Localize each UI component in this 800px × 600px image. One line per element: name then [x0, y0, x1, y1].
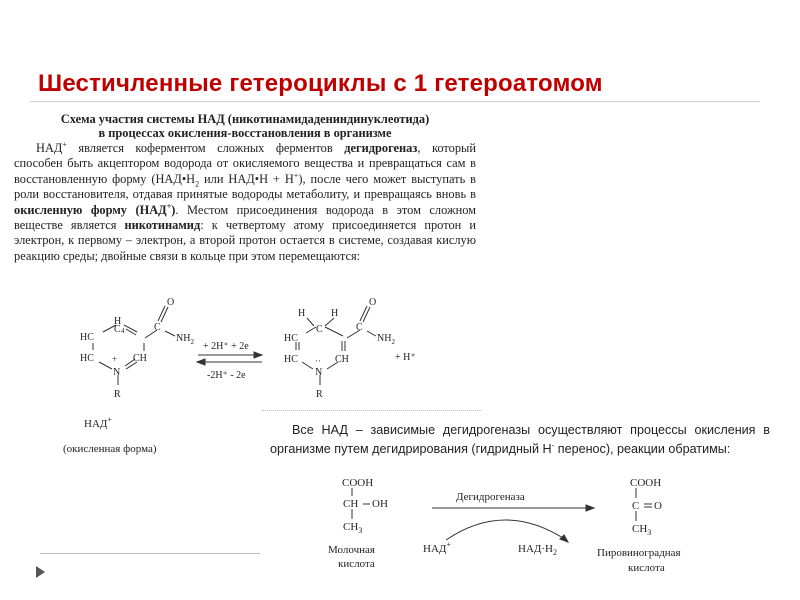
nad-oxidized-structure	[93, 306, 175, 385]
nad-hc-upper: HC	[80, 332, 94, 343]
plus-proton: + H⁺	[395, 352, 416, 363]
nad-o: O	[167, 297, 175, 308]
nad-c4-h: H	[114, 316, 122, 327]
nad-c-amide: C	[154, 322, 161, 333]
nadh-ch-right: CH	[335, 354, 349, 365]
cofactor-in-text: НАД	[423, 543, 447, 555]
enzyme-label: Дегидрогеназа	[456, 491, 525, 503]
nad-caption-form: (окисленная форма)	[63, 443, 157, 455]
footer-divider	[40, 553, 260, 554]
p1-s5: или НАД•Н + Н	[199, 171, 294, 186]
cofactor-out-text: НАД·Н	[518, 543, 553, 555]
nad-hc-lower: HC	[80, 353, 94, 364]
nad-nh2-sub: 2	[190, 338, 194, 346]
p1-s6: ), после чего может выступать в роли восстановителя, отдавая принятые водороды метаболиту, и превращаясь вновь в	[14, 171, 477, 202]
pyruvate-cooh: COOH	[630, 477, 662, 489]
lactate-cooh: COOH	[342, 477, 374, 489]
nadh-hc-lower: HC	[284, 354, 298, 365]
p1-s2: является коферментом сложных ферментов	[66, 141, 345, 155]
dehydrogenase-arrows	[432, 505, 594, 542]
paragraph-dehydrogenases	[270, 422, 770, 458]
pyruvate-name-1: Пировиноградная	[597, 547, 681, 559]
p1-s1-sup: +	[62, 139, 67, 149]
p2-s2: перенос), реакции обратимы:	[554, 442, 731, 457]
triangle-right-icon[interactable]	[36, 566, 45, 578]
nad-n-charge: +	[112, 354, 118, 364]
forward-label: + 2H⁺ + 2e	[203, 341, 249, 352]
nad-caption-sup: +	[107, 415, 112, 424]
p1-s4: , который способен быть акцептором водорода от окисляемого вещества и превращаться сам в восстановленную форму (НАД•Н	[14, 141, 476, 186]
lactate-ch3-sub: 3	[358, 526, 363, 535]
slide-title: Шестичленные гетероциклы с 1 гетероатомом	[38, 70, 603, 97]
nadh-c4: C	[316, 324, 323, 335]
dehydrogenase-description	[270, 422, 770, 458]
p1-nicotinamide: никотинамид	[124, 218, 201, 233]
lactate-ch: CH	[343, 498, 359, 510]
nadh-c-amide: C	[356, 322, 363, 333]
p1-s8: )	[171, 202, 176, 217]
p1-s1: НАД	[36, 141, 63, 155]
lactate-name-1: Молочная	[328, 544, 375, 556]
nad-caption-text: НАД	[84, 418, 108, 430]
p1-s11: : к четвертому атому присоединяется протон и электрон, к первому – электрон, а второй протон остается в системе, создавая кислую реакцию среды; двойные связи в кольце при этом перемещаются:	[14, 218, 476, 263]
p1-dehydrogenase: дегидрогеназ	[344, 141, 418, 155]
nad-nh2-text: NH	[176, 333, 191, 344]
scheme-heading-line1: Схема участия системы НАД (никотинамидадениндинуклеотида)	[60, 112, 430, 126]
nadh-o: O	[369, 297, 377, 308]
lactate-ch3	[343, 521, 362, 535]
pyruvate-o: O	[654, 500, 662, 512]
pyruvate-c: C	[632, 500, 640, 512]
pyruvate-ch3	[632, 523, 651, 537]
nad-caption-name	[84, 415, 112, 430]
lactate-ch3-text: CH	[343, 521, 359, 533]
nadh-nh2-sub: 2	[391, 338, 395, 346]
p1-oxidized-form: окисленную форму (НАД	[14, 202, 167, 217]
nadh-nh2-text: NH	[377, 333, 392, 344]
cofactor-out	[518, 543, 557, 557]
pyruvate-ch3-sub: 3	[647, 528, 652, 537]
nad-ch-right: CH	[133, 353, 147, 364]
reverse-label: -2H⁺ - 2e	[207, 370, 246, 381]
cofactor-in	[423, 540, 451, 555]
nadh-n: N	[315, 367, 323, 378]
nadh-r: R	[316, 389, 323, 400]
equilibrium-arrows	[197, 352, 262, 365]
pyruvate-ch3-text: CH	[632, 523, 648, 535]
nad-nh2	[176, 333, 194, 346]
p2-s1: Все НАД – зависимые дегидрогеназы осуществляют процессы окисления в организме путем дегидрирования (гидридный Н	[270, 423, 770, 457]
p2-s1-sup: -	[551, 441, 555, 451]
nadh-lone-pair: ··	[315, 356, 321, 366]
nadh-h1: H	[298, 308, 306, 319]
cropped-scan-edge	[262, 410, 482, 411]
cofactor-in-sup: +	[446, 540, 451, 549]
lactate-oh: OH	[372, 498, 388, 510]
nad-r: R	[114, 389, 121, 400]
nadh-h2: H	[331, 308, 339, 319]
cofactor-out-sub: 2	[553, 548, 557, 557]
p1-s4-sub: 2	[195, 179, 200, 189]
p1-s9: . Местом присоединения водорода в этом сложном веществе является	[14, 202, 476, 233]
nad-c4-index: 4	[121, 327, 125, 335]
nad-n: N	[113, 367, 121, 378]
lactate-name-2: кислота	[338, 558, 375, 570]
nad-c4: C	[114, 324, 121, 335]
scheme-heading-line2: в процессах окисления-восстановления в организме	[98, 126, 392, 140]
pyruvate-name-2: кислота	[628, 562, 665, 574]
p1-s5-sup: +	[293, 170, 299, 180]
nadh-nh2	[377, 333, 395, 346]
nadh-hc-upper: HC	[284, 333, 298, 344]
p1-s7-sup: +	[166, 201, 172, 211]
